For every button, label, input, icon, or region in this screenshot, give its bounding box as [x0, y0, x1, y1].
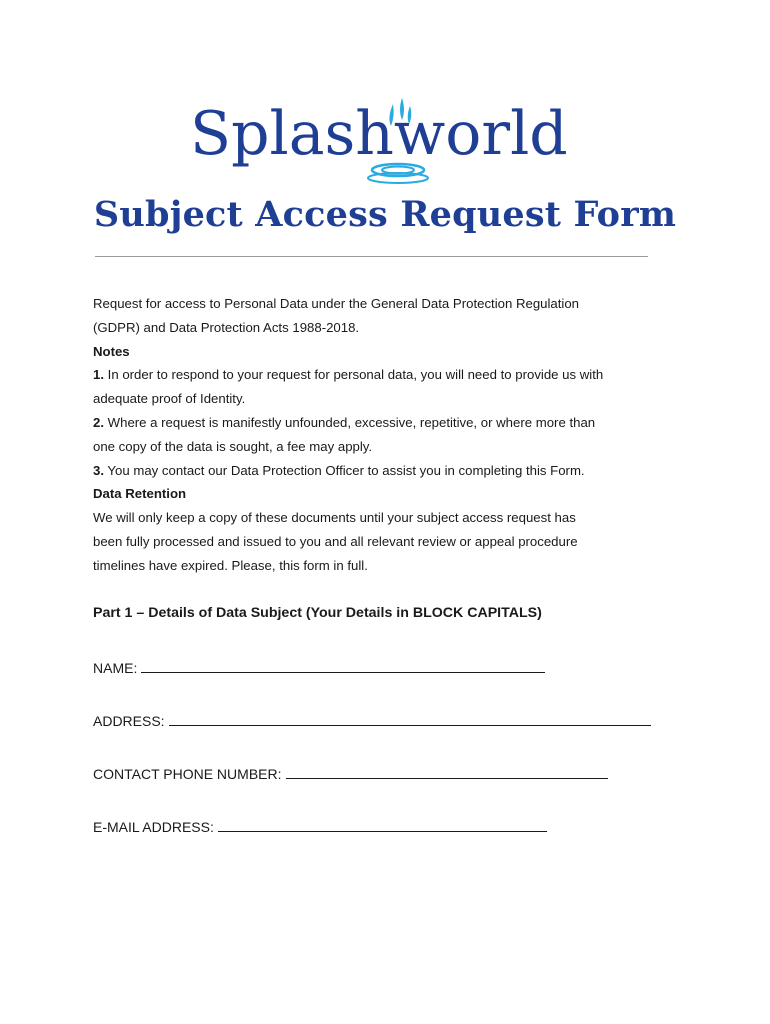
- retention-heading: Data Retention: [93, 486, 187, 502]
- email-label: E-MAIL ADDRESS:: [93, 819, 214, 835]
- note-1-text: In order to respond to your request for personal data, you will need to provide us with: [104, 367, 604, 383]
- name-label: NAME:: [93, 660, 138, 676]
- note-1-number: 1.: [93, 367, 104, 383]
- part-1-heading: Part 1 – Details of Data Subject (Your Details in BLOCK CAPITALS): [93, 605, 542, 621]
- address-label: ADDRESS:: [93, 713, 165, 729]
- instructions-block: [93, 292, 668, 578]
- notes-heading: Notes: [93, 343, 130, 359]
- address-field[interactable]: [93, 713, 651, 729]
- note-2-number: 2.: [93, 414, 104, 430]
- intro-line-1: Request for access to Personal Data under the General Data Protection Regulation: [93, 296, 580, 311]
- name-input-line[interactable]: [141, 660, 545, 673]
- note-2-continued: one copy of the data is sought, a fee may apply.: [93, 438, 373, 454]
- phone-field[interactable]: [93, 766, 608, 782]
- note-2-text: Where a request is manifestly unfounded, excessive, repetitive, or where more than: [104, 414, 596, 430]
- phone-label: CONTACT PHONE NUMBER:: [93, 766, 282, 782]
- note-2: [93, 411, 668, 435]
- retention-line-3: timelines have expired. Please, this form in full.: [93, 557, 368, 573]
- form-title: Subject Access Request Form: [93, 194, 677, 235]
- note-3: [93, 459, 668, 483]
- note-1-continued: adequate proof of Identity.: [93, 391, 246, 407]
- retention-line-1: We will only keep a copy of these documents until your subject access request has: [93, 510, 576, 526]
- email-field[interactable]: [93, 819, 547, 835]
- phone-input-line[interactable]: [286, 766, 608, 779]
- note-3-number: 3.: [93, 462, 104, 478]
- logo-graphic: [188, 96, 568, 186]
- splashworld-logo: [188, 96, 568, 186]
- logo-wordmark: Splashworld: [190, 99, 568, 169]
- retention-line-2: been fully processed and issued to you and all relevant review or appeal procedure: [93, 533, 578, 549]
- note-1: [93, 363, 668, 387]
- note-3-text: You may contact our Data Protection Officer to assist you in completing this Form.: [104, 462, 585, 478]
- address-input-line[interactable]: [169, 713, 651, 726]
- title-divider: [95, 256, 648, 257]
- intro-line-2: (GDPR) and Data Protection Acts 1988-2018.: [93, 319, 360, 335]
- name-field[interactable]: [93, 660, 545, 676]
- email-input-line[interactable]: [218, 819, 547, 832]
